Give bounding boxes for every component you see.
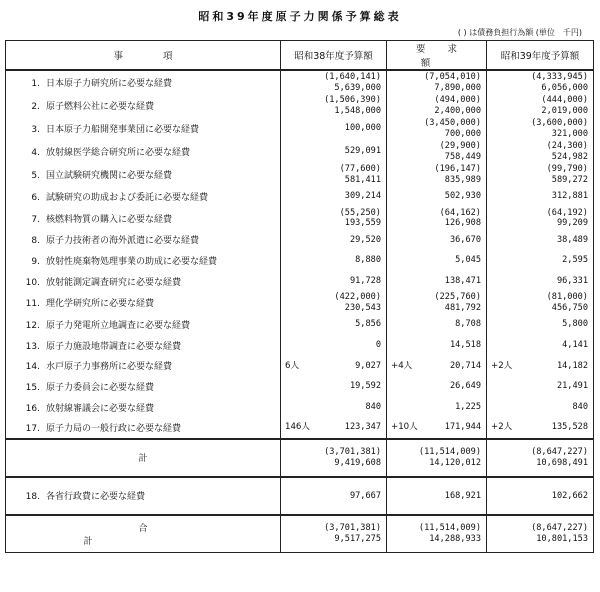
- header-row: [6, 41, 594, 71]
- fy39-cell-value: 96,331: [556, 275, 588, 286]
- fy38-cell: [281, 250, 387, 271]
- request-cell-value: (29,900): [439, 141, 481, 151]
- staff-count: 146人: [285, 422, 310, 433]
- table-row: [6, 477, 594, 515]
- request-cell: [387, 250, 487, 271]
- fy38-cell-value: 29,520: [349, 234, 381, 245]
- row-number: 7.: [31, 214, 40, 225]
- request-cell-value: (494,000): [434, 95, 481, 105]
- fy39-cell-value: 2,019,000: [541, 105, 588, 116]
- fy39-cell-value: 5,800: [562, 319, 588, 330]
- fy38-cell-value: [281, 422, 381, 433]
- fy38-cell: [281, 117, 387, 140]
- row-item: [6, 207, 281, 230]
- row-label: 国立試験研究機関に必要な経費: [46, 171, 173, 181]
- fy38-subtotal-value: 9,419,608: [334, 457, 381, 468]
- fy39-cell: [487, 335, 594, 356]
- fy39-cell-value: (99,790): [546, 164, 588, 174]
- request-grand-total-value: 14,288,933: [429, 533, 481, 544]
- request-cell-value: 2,400,000: [434, 105, 481, 116]
- fy39-cell-value: (64,192): [546, 207, 588, 218]
- page-title: 昭和39年度原子力関係予算総表: [198, 10, 402, 23]
- fy38-grand-total-value: 9,517,275: [334, 533, 381, 544]
- request-cell-value: (196,147): [434, 164, 481, 174]
- table-row: [6, 207, 594, 230]
- fy39-subtotal-value: 10,698,491: [536, 457, 588, 468]
- fy39-cell: [487, 207, 594, 230]
- fy38-cell: [281, 335, 387, 356]
- request-cell-value: 481,792: [444, 302, 481, 313]
- fy39-cell-value: (24,300): [546, 141, 588, 151]
- fy39-cell: [487, 314, 594, 335]
- fy39-cell-value: 524,982: [551, 151, 588, 162]
- staff-count: +2人: [491, 422, 513, 433]
- row-number: 17.: [25, 424, 40, 435]
- table-row: [6, 356, 594, 377]
- table-row: [6, 376, 594, 397]
- request-cell: [387, 271, 487, 292]
- fy38-cell-value: (77,600): [339, 164, 381, 174]
- fy39-cell-value: (4,333,945): [531, 72, 588, 82]
- fy39-cell: [487, 230, 594, 251]
- row-number: 1.: [31, 79, 40, 89]
- subtotal-row: [6, 439, 594, 477]
- table-row: [6, 94, 594, 117]
- fy38-cell: [281, 397, 387, 418]
- budget-table: [5, 40, 594, 553]
- subtotal-label: 計: [6, 439, 281, 477]
- fy39-cell-value: 456,750: [551, 302, 588, 313]
- table-row: [6, 250, 594, 271]
- row-label: 日本原子力船開発事業団に必要な経費: [46, 125, 200, 135]
- request-cell-value: (225,760): [434, 292, 481, 303]
- row-number: 5.: [31, 171, 40, 181]
- request-cell: [387, 70, 487, 94]
- row-number: 11.: [25, 299, 40, 310]
- request-cell-value: 1,225: [455, 401, 481, 412]
- fy38-cell: [281, 207, 387, 230]
- row-label: 原子燃料公社に必要な経費: [46, 102, 155, 112]
- fy38-cell-value: 91,728: [349, 275, 381, 286]
- fy38-cell-value: 1,548,000: [334, 105, 381, 116]
- fy39-cell-value: 6,056,000: [541, 82, 588, 93]
- request-subtotal-value: 14,120,012: [429, 457, 481, 468]
- fy38-cell: [281, 230, 387, 251]
- row-label: 放射線医学総合研究所に必要な経費: [46, 148, 191, 158]
- request-cell-value: [387, 361, 481, 372]
- fy38-cell-value: 19,592: [349, 381, 381, 392]
- fy38-cell-value: 840: [365, 401, 381, 412]
- row-item: [6, 271, 281, 292]
- fy38-cell: [281, 163, 387, 186]
- fy39-cell-value: [487, 422, 588, 433]
- fy39-cell-value: 312,881: [551, 191, 588, 202]
- fy38-cell-value: 529,091: [344, 146, 381, 157]
- fy38-cell: [281, 271, 387, 292]
- fy39-cell-value: 21,491: [556, 381, 588, 392]
- request-cell-value: [387, 422, 481, 433]
- table-row: [6, 291, 594, 314]
- row-label: 理化学研究所に必要な経費: [46, 299, 155, 310]
- row-label: 原子力発電所立地調査に必要な経費: [46, 321, 191, 332]
- fy39-cell-value: 2,595: [562, 255, 588, 266]
- request-cell-value: 126,908: [444, 218, 481, 229]
- request-cell-value: (7,054,010): [424, 72, 481, 82]
- row-item: [6, 117, 281, 140]
- row-label: 原子力委員会に必要な経費: [46, 382, 155, 393]
- fy39-grand-total-value: (8,647,227): [531, 523, 588, 534]
- row-item: [6, 417, 281, 439]
- fy39-subtotal-value: (8,647,227): [531, 447, 588, 458]
- row-label: 試験研究の助成および委託に必要な経費: [46, 192, 209, 203]
- fy38-cell: [281, 291, 387, 314]
- fy38-subtotal: [281, 439, 387, 477]
- row-number: 10.: [25, 277, 40, 288]
- request-cell-value: 835,989: [444, 174, 481, 185]
- fy39-cell: [487, 397, 594, 418]
- request-cell-value: 7,890,000: [434, 82, 481, 93]
- row-item: [6, 314, 281, 335]
- fy39-cell: [487, 117, 594, 140]
- request-cell-value: 14,518: [449, 340, 481, 351]
- row-number: 2.: [31, 102, 40, 112]
- fy38-cell: [281, 417, 387, 439]
- fy38-cell-value: 230,543: [344, 302, 381, 313]
- request-cell: [387, 417, 487, 439]
- row-label: 原子力施設地帯調査に必要な経費: [46, 341, 182, 352]
- row-item: [6, 250, 281, 271]
- request-cell: [387, 117, 487, 140]
- row-label: 放射線審議会に必要な経費: [46, 403, 155, 414]
- fy38-cell-value: 309,214: [344, 191, 381, 202]
- fy38-cell: [281, 356, 387, 377]
- fy39-cell: [487, 376, 594, 397]
- request-cell-amount: 171,944: [444, 422, 481, 433]
- row-item: [6, 94, 281, 117]
- row-item: [6, 291, 281, 314]
- request-cell: [387, 163, 487, 186]
- row-number: 3.: [31, 125, 40, 135]
- row-label: 放射性廃棄物処理事業の助成に必要な経費: [46, 256, 218, 267]
- request-cell-value: (64,162): [439, 207, 481, 218]
- fy38-cell-value: 100,000: [344, 123, 381, 134]
- table-row: [6, 314, 594, 335]
- row-label: 原子力技術者の海外派遣に必要な経費: [46, 236, 200, 247]
- fy38-cell-value: 581,411: [344, 174, 381, 185]
- request-cell: [387, 356, 487, 377]
- request-cell: [387, 94, 487, 117]
- table-row: [6, 186, 594, 207]
- request-grand-total: [387, 515, 487, 553]
- row-number: 14.: [25, 362, 40, 373]
- staff-count: +2人: [491, 360, 513, 371]
- table-row: [6, 271, 594, 292]
- row-item: [6, 397, 281, 418]
- request-subtotal: [387, 439, 487, 477]
- fy38-cell-value: 0: [375, 340, 381, 351]
- table-row: [6, 335, 594, 356]
- row-item: [6, 356, 281, 377]
- staff-count: +10人: [391, 422, 418, 433]
- fy38-grand-total-value: (3,701,381): [324, 523, 381, 534]
- row-label: 日本原子力研究所に必要な経費: [46, 79, 173, 89]
- table-row: [6, 140, 594, 163]
- fy39-cell-value: 38,489: [556, 234, 588, 245]
- row-label: 水戸原子力事務所に必要な経費: [46, 362, 173, 373]
- fy38-cell-value: 5,856: [355, 319, 381, 330]
- fy39-cell: [487, 163, 594, 186]
- request-cell-value: 26,649: [449, 381, 481, 392]
- fy38-cell: [281, 186, 387, 207]
- fy39-cell: [487, 94, 594, 117]
- row-number: 8.: [31, 236, 40, 247]
- staff-count: 6人: [285, 360, 300, 371]
- staff-count: +4人: [391, 360, 413, 371]
- fy39-cell: [487, 250, 594, 271]
- row-item: [6, 335, 281, 356]
- header-request: 要求額: [387, 41, 487, 71]
- row-number: 18.: [25, 492, 40, 503]
- row-label: 核燃料物質の購入に必要な経費: [46, 214, 173, 225]
- request-cell-value: 502,930: [444, 191, 481, 202]
- fy39-cell-value: 589,272: [551, 174, 588, 185]
- fy39-cell-value: 4,141: [562, 340, 588, 351]
- fy39-cell: [487, 291, 594, 314]
- request-cell-value: 5,045: [455, 255, 481, 266]
- fy39-grand-total: [487, 515, 594, 553]
- fy39-cell-value: 321,000: [551, 128, 588, 139]
- fy39-cell: [487, 356, 594, 377]
- fy38-cell-value: 193,559: [344, 218, 381, 229]
- row-item: [6, 140, 281, 163]
- request-cell-value: 700,000: [444, 128, 481, 139]
- header-item: 事項: [6, 41, 281, 71]
- request-cell-value: 758,449: [444, 151, 481, 162]
- fy39-subtotal: [487, 439, 594, 477]
- row-label: 放射能測定調査研究に必要な経費: [46, 277, 182, 288]
- row-label: 原子力局の一般行政に必要な経費: [46, 424, 182, 435]
- fy39-cell-value: 99,209: [556, 218, 588, 229]
- row-number: 4.: [31, 148, 40, 158]
- table-row: [6, 230, 594, 251]
- row-number: 15.: [25, 382, 40, 393]
- header-fy38-budget: 昭和38年度予算額: [281, 41, 387, 71]
- fy39-cell: [487, 417, 594, 439]
- fy39-cell: [487, 186, 594, 207]
- fy38-cell: [281, 140, 387, 163]
- fy38-cell-amount: 9,027: [355, 360, 381, 371]
- row-item: [6, 230, 281, 251]
- table-row: [6, 117, 594, 140]
- fy38-cell: [281, 94, 387, 117]
- row-number: 16.: [25, 403, 40, 414]
- fy39-cell-amount: 14,182: [556, 360, 588, 371]
- fy38-cell: [281, 376, 387, 397]
- fy38-cell-value: (1,506,390): [324, 95, 381, 105]
- fy38-cell-value: 5,639,000: [334, 82, 381, 93]
- table-row: [6, 163, 594, 186]
- request-grand-total-value: (11,514,009): [418, 523, 481, 534]
- row-number: 9.: [31, 256, 40, 267]
- row-item: [6, 70, 281, 94]
- grand-total-row: [6, 515, 594, 553]
- table-row: [6, 397, 594, 418]
- request-cell: 168,921: [387, 477, 487, 515]
- request-cell: [387, 291, 487, 314]
- fy39-cell: [487, 271, 594, 292]
- request-cell: [387, 314, 487, 335]
- fy39-cell-value: [487, 361, 588, 372]
- request-cell: [387, 230, 487, 251]
- fy38-cell-value: (1,640,141): [324, 72, 381, 82]
- row-item: [6, 376, 281, 397]
- request-cell: [387, 207, 487, 230]
- fy39-cell: [487, 140, 594, 163]
- row-number: 12.: [25, 321, 40, 332]
- request-cell-value: 36,670: [449, 234, 481, 245]
- fy39-cell-value: 840: [572, 401, 588, 412]
- fy39-cell: [487, 70, 594, 94]
- fy38-grand-total: [281, 515, 387, 553]
- row-item: [6, 163, 281, 186]
- fy38-cell-value: (55,250): [339, 207, 381, 218]
- unit-note: ( ) は債務負担行為額 (単位 千円): [457, 28, 582, 37]
- request-cell-value: 8,708: [455, 319, 481, 330]
- fy38-cell-value: 8,880: [355, 255, 381, 266]
- row-label: 各省行政費に必要な経費: [46, 492, 146, 503]
- fy38-cell: [281, 70, 387, 94]
- request-cell: [387, 397, 487, 418]
- request-cell-amount: 20,714: [449, 360, 481, 371]
- grand-total-label: 合計: [6, 515, 281, 553]
- request-cell: [387, 376, 487, 397]
- request-cell: [387, 335, 487, 356]
- row-item: [6, 186, 281, 207]
- fy39-grand-total-value: 10,801,153: [536, 533, 588, 544]
- fy39-cell: 102,662: [487, 477, 594, 515]
- row-number: 13.: [25, 341, 40, 352]
- table-row: [6, 417, 594, 439]
- request-cell-value: 138,471: [444, 275, 481, 286]
- row-number: 6.: [31, 192, 40, 203]
- request-subtotal-value: (11,514,009): [418, 447, 481, 458]
- request-cell-value: (3,450,000): [424, 118, 481, 128]
- request-cell: [387, 186, 487, 207]
- fy38-cell: [281, 314, 387, 335]
- fy38-cell-value: (422,000): [334, 292, 381, 303]
- fy38-cell-amount: 123,347: [344, 422, 381, 433]
- fy39-cell-value: (81,000): [546, 292, 588, 303]
- fy39-cell-value: (3,600,000): [531, 118, 588, 128]
- request-cell: [387, 140, 487, 163]
- fy38-cell: 97,667: [281, 477, 387, 515]
- table-row: [6, 70, 594, 94]
- fy39-cell-amount: 135,528: [551, 422, 588, 433]
- header-fy39-budget: 昭和39年度予算額: [487, 41, 594, 71]
- fy38-subtotal-value: (3,701,381): [324, 447, 381, 458]
- fy39-cell-value: (444,000): [541, 95, 588, 105]
- fy38-cell-value: [281, 361, 381, 372]
- row-item: [6, 477, 281, 515]
